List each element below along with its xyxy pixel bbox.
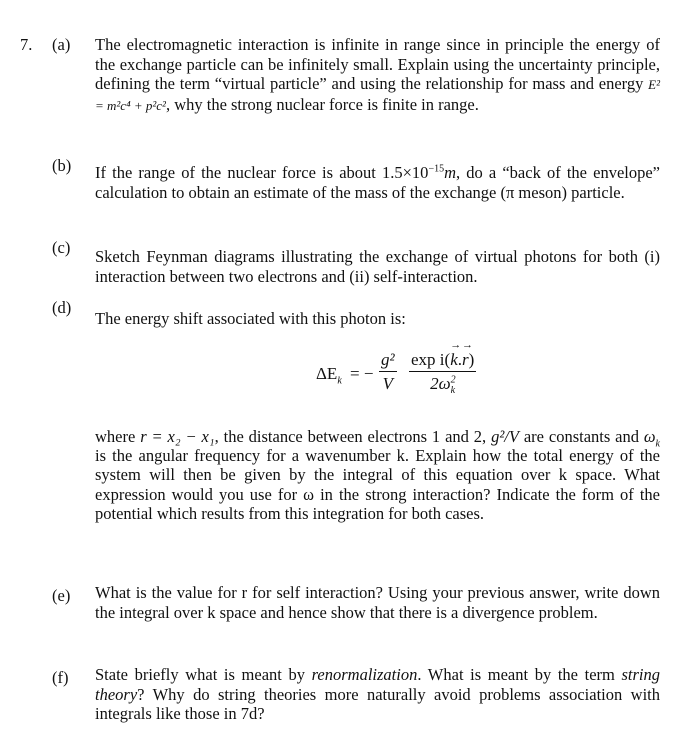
part-d-label: (d) (52, 298, 72, 317)
part-d-text-3: are constants and (518, 427, 644, 446)
part-f-text-3: ? Why do string theories more naturally avoid problems association with integrals like those in 7d? (95, 684, 660, 723)
formula-fraction-1-numerator: g² (379, 350, 397, 372)
formula-exp-suffix: ) (468, 350, 475, 369)
formula-dot: . (457, 350, 462, 369)
part-f-text-2: . What is meant by the term (417, 665, 622, 684)
part-b-label: (b) (52, 156, 72, 175)
formula-lhs (316, 364, 374, 387)
part-f-text (95, 665, 660, 724)
formula-k-vector: k → (450, 350, 458, 370)
part-c-text: Sketch Feynman diagrams illustrating the exchange of virtual photons for both (i) interaction between two electrons and (ii) self-interaction. (95, 247, 660, 286)
part-f-label: (f) (52, 668, 69, 687)
part-a-label: (a) (52, 35, 71, 54)
part-d-intro: The energy shift associated with this photon is: (95, 309, 406, 328)
part-b-text (95, 163, 660, 202)
formula-fraction-1 (379, 350, 397, 394)
g-expression: g²/V (491, 427, 519, 446)
range-exponent: −15 (428, 163, 445, 175)
r-expression: r = x₂ − x₁ (140, 427, 215, 446)
formula-omega-subscript: k (450, 385, 456, 397)
formula-fraction-2-denominator (409, 372, 476, 397)
formula-equals-minus: = − (350, 364, 374, 383)
formula-r-vector: r → (462, 350, 469, 370)
term-string-theory: string theory (95, 665, 660, 704)
formula-fraction-1-denominator: V (382, 374, 393, 393)
part-d-text-1: where (95, 427, 141, 446)
omega-symbol: ω (643, 427, 656, 446)
formula-lhs-subscript: k (337, 375, 342, 387)
formula-fraction-2-numerator (409, 350, 476, 372)
part-d-text-2: , the distance between electrons 1 and 2, (214, 427, 492, 446)
part-d-text (95, 427, 660, 523)
range-unit: m (444, 163, 456, 182)
mass-energy-formula: E² = m²c⁴ + p²c² (95, 77, 660, 113)
formula-2-omega: 2ω (430, 374, 451, 393)
formula-delta-e: ΔE (316, 364, 338, 383)
formula-fraction-2 (409, 350, 476, 397)
part-e-text: What is the value for r for self interaction? Using your previous answer, write down the integral over k space and hence show that there is a divergence problem. (95, 583, 660, 622)
question-number: 7. (20, 35, 33, 54)
range-value: 1.5×10 (382, 163, 429, 182)
part-d-text-4: is the angular frequency for a wavenumber k. Explain how the total energy of the system will then be given by the integral of this equation over k space. What expression would you use for ω in the strong interaction? Indicate the form of the potential which results from this integration for both cases. (95, 446, 660, 523)
omega-subscript: k (655, 438, 660, 450)
part-e-label: (e) (52, 586, 71, 605)
part-a-text-2: , why the strong nuclear force is finite in range. (165, 94, 479, 114)
part-a-text-1: The electromagnetic interaction is infinite in range since in principle the energy of the exchange particle can be infinitely small. Explain using the uncertainty principle, defining the term “virtual particle” and using the relationship for mass and energy (95, 35, 660, 93)
part-b-text-2: , do a “back of the envelope” calculation to obtain an estimate of the mass of the exchange (π meson) particle. (95, 163, 660, 202)
formula-omega-superscript: 2 (450, 374, 456, 386)
part-c-label: (c) (52, 238, 71, 257)
formula-exp-prefix: exp i( (411, 350, 451, 369)
term-renormalization: renormalization (311, 665, 418, 684)
part-b-text-1: If the range of the nuclear force is about (95, 163, 382, 182)
part-a-text (95, 35, 660, 115)
part-f-text-1: State briefly what is meant by (95, 665, 312, 684)
